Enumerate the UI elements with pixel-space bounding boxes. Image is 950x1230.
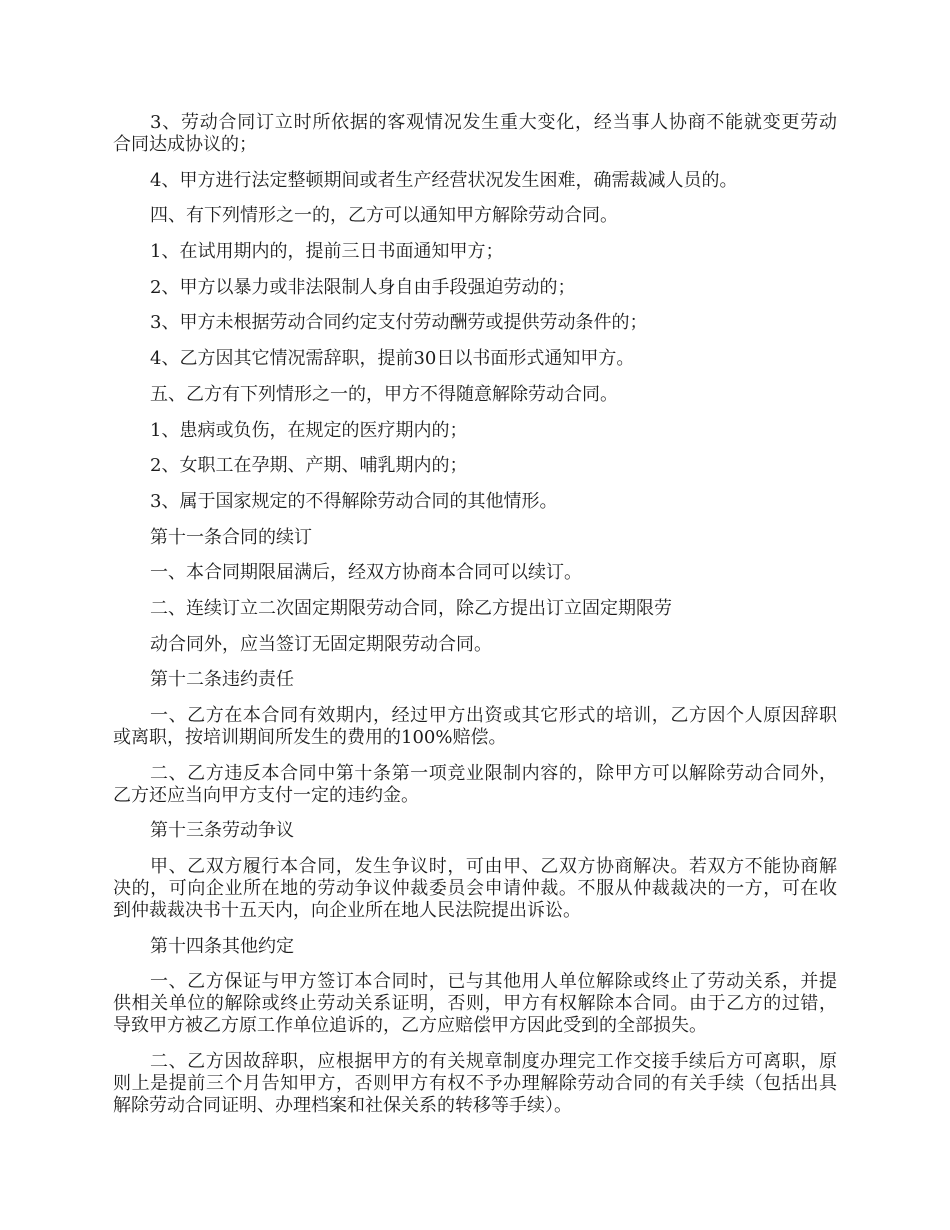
- text-line: 乙方还应当向甲方支付一定的违约金。: [113, 784, 419, 806]
- paragraph: [113, 205, 837, 227]
- paragraph: [113, 277, 837, 299]
- text-line: 一、本合同期限届满后，经双方协商本合同可以续订。: [150, 562, 582, 584]
- paragraph: [113, 312, 837, 334]
- text-line: 决的，可向企业所在地的劳动争议仲裁委员会申请仲裁。不服从仲裁裁决的一方，可在收: [113, 878, 837, 900]
- paragraph: [113, 420, 837, 442]
- paragraph: [113, 384, 837, 406]
- paragraph: [113, 348, 837, 370]
- text-line: 第十三条劳动争议: [150, 820, 294, 842]
- paragraph: [113, 598, 837, 620]
- text-line: 4、乙方因其它情况需辞职，提前30日以书面形式通知甲方。: [150, 348, 635, 370]
- text-line: 二、连续订立二次固定期限劳动合同，除乙方提出订立固定期限劳: [150, 597, 672, 619]
- paragraph: [113, 634, 837, 656]
- text-line: 第十四条其他约定: [150, 935, 294, 957]
- text-line: 或离职，按培训期间所发生的费用的100%赔偿。: [113, 727, 507, 748]
- text-line: 动合同外，应当签订无固定期限劳动合同。: [150, 633, 492, 655]
- text-line: 导致甲方被乙方原工作单位追诉的，乙方应赔偿甲方因此受到的全部损失。: [113, 1015, 707, 1037]
- text-line: 五、乙方有下列情形之一的，甲方不得随意解除劳动合同。: [150, 383, 618, 405]
- paragraph: [113, 971, 837, 1037]
- text-line: 2、甲方以暴力或非法限制人身自由手段强迫劳动的；: [150, 276, 576, 298]
- text-line: 3、劳动合同订立时所依据的客观情况发生重大变化，经当事人协商不能就变更劳动: [150, 112, 837, 133]
- paragraph: [113, 856, 837, 922]
- text-line: 二、乙方因故辞职，应根据甲方的有关规章制度办理完工作交接手续后方可离职，原: [150, 1051, 837, 1073]
- section-heading: [113, 936, 837, 958]
- section-heading: [113, 820, 837, 842]
- text-line: 到仲裁裁决书十五天内，向企业所在地人民法院提出诉讼。: [113, 900, 581, 922]
- paragraph: [113, 562, 837, 584]
- text-line: 第十二条违约责任: [150, 669, 294, 691]
- text-line: 第十一条合同的续订: [150, 526, 312, 548]
- paragraph: [113, 763, 837, 807]
- text-line: 二、乙方违反本合同中第十条第一项竞业限制内容的，除甲方可以解除劳动合同外，: [150, 762, 837, 784]
- paragraph: [113, 170, 837, 192]
- paragraph: [113, 491, 837, 513]
- text-line: 一、乙方在本合同有效期内，经过甲方出资或其它形式的培训，乙方因个人原因辞职: [150, 705, 837, 726]
- text-line: 供相关单位的解除或终止劳动关系证明，否则，甲方有权解除本合同。由于乙方的过错，: [113, 993, 837, 1015]
- section-heading: [113, 527, 837, 549]
- text-line: 四、有下列情形之一的，乙方可以通知甲方解除劳动合同。: [150, 205, 618, 227]
- text-line: 解除劳动合同证明、办理档案和社保关系的转移等手续）。: [113, 1095, 572, 1117]
- text-line: 1、在试用期内的，提前三日书面通知甲方；: [150, 241, 504, 263]
- text-line: 一、乙方保证与甲方签订本合同时，已与其他用人单位解除或终止了劳动关系，并提: [150, 971, 837, 993]
- text-line: 3、甲方未根据劳动合同约定支付劳动酬劳或提供劳动条件的；: [150, 312, 648, 334]
- text-line: 甲、乙双方履行本合同，发生争议时，可由甲、乙双方协商解决。若双方不能协商解: [150, 856, 837, 878]
- paragraph: [113, 705, 837, 749]
- text-line: 1、患病或负伤，在规定的医疗期内的；: [150, 419, 468, 441]
- paragraph: [113, 1051, 837, 1117]
- paragraph: [113, 112, 837, 156]
- text-line: 合同达成协议的；: [113, 134, 257, 155]
- text-line: 3、属于国家规定的不得解除劳动合同的其他情形。: [150, 490, 558, 512]
- text-line: 4、甲方进行法定整顿期间或者生产经营状况发生困难，确需裁减人员的。: [150, 169, 738, 191]
- paragraph: [113, 241, 837, 263]
- text-line: 则上是提前三个月告知甲方，否则甲方有权不予办理解除劳动合同的有关手续（包括出具: [113, 1073, 837, 1095]
- text-line: 2、女职工在孕期、产期、哺乳期内的；: [150, 455, 468, 477]
- paragraph: [113, 455, 837, 477]
- section-heading: [113, 669, 837, 691]
